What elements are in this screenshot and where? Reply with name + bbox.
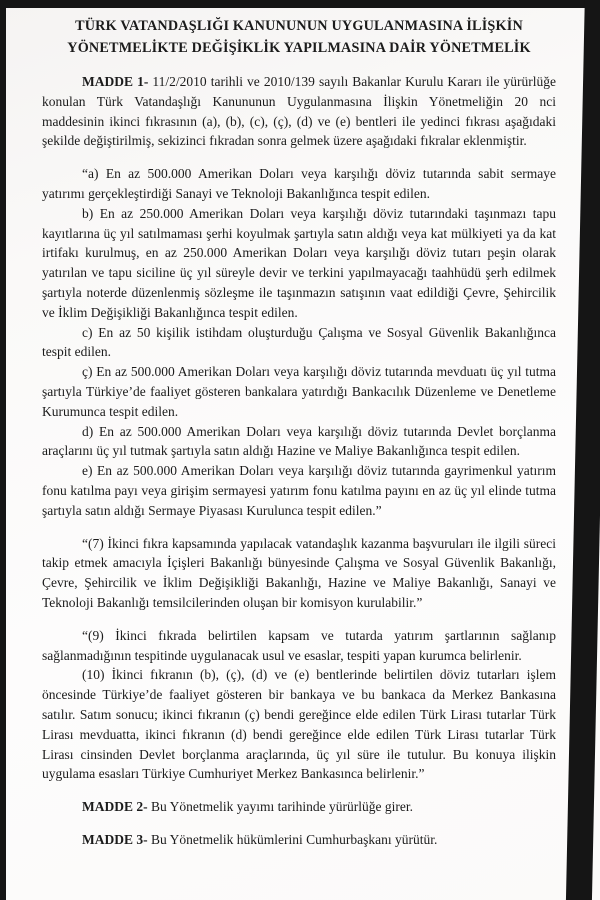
paragraph	[42, 797, 556, 817]
paragraph	[42, 323, 556, 363]
paragraph	[42, 626, 556, 666]
paragraph	[42, 72, 556, 151]
paragraph-text: ç) En az 500.000 Amerikan Doları veya karşılığı döviz tutarında mevduatı üç yıl tutma şartıyla Türkiye’de faaliyet gösteren bankalara yatırdığı Bankacılık Düzenleme ve Denetleme Kurumunca tespit edilen.	[42, 364, 556, 419]
paragraph-text: Bu Yönetmelik yayımı tarihinde yürürlüğe girer.	[147, 799, 413, 815]
photo-border-right	[566, 0, 600, 900]
paragraph-text: “(7) İkinci fıkra kapsamında yapılacak vatandaşlık kazanma başvuruları ile ilgili süreci takip etmek amacıyla İçişleri Bakanlığı bünyesinde Çalışma ve Sosyal Güvenlik Bakanlığı, Çevre, Şehircilik ve İklim Değişikliği Bakanlığı, Hazine ve Maliye Bakanlığı, Sanayi ve Teknoloji Bakanlığı temsilcilerinden oluşan bir komisyon kurulabilir.”	[42, 535, 556, 610]
paragraph-text: “a) En az 500.000 Amerikan Doları veya karşılığı döviz tutarında sabit sermaye yatırımı gerçekleştirdiği Sanayi ve Teknoloji Bakanlığınca tespit edilen.	[42, 166, 556, 201]
paragraph-text: e) En az 500.000 Amerikan Doları veya karşılığı döviz tutarında gayrimenkul yatırım fonu katılma payı veya girişim sermayesi yatırım fonu katılma payını en az üç yıl elinde tutma şartıyla satın aldığı Sermaye Piyasası Kurulunca tespit edilen.”	[42, 463, 556, 518]
photo-border-top	[0, 0, 600, 8]
paragraph-lead: MADDE 1-	[82, 74, 149, 89]
document-title	[42, 16, 556, 59]
paragraph	[42, 830, 556, 850]
paragraphs	[42, 72, 556, 850]
photo-border-left	[0, 0, 6, 900]
document-title-line-2: YÖNETMELİKTE DEĞİŞİKLİK YAPILMASINA DAİR YÖNETMELİK	[67, 39, 531, 56]
paragraph-text: “(9) İkinci fıkrada belirtilen kapsam ve tutarda yatırım şartlarının sağlanıp sağlanmadığının tespitinde uygulanacak usul ve esaslar, tespiti yapan kurumca belirlenir.	[42, 627, 556, 663]
paragraph-lead: MADDE 2-	[82, 799, 148, 815]
paragraph-text: b) En az 250.000 Amerikan Doları veya karşılığı döviz tutarındaki taşınmazı tapu kayıtlarına üç yıl satılmaması şerhi koyulmak şartıyla satın aldığı veya kat mülkiyeti ya da kat irtifakı kurulmuş, en az 250.000 Amerikan Doları veya karşılığı döviz tutarı peşin olarak yatırılan ve tapu siciline üç yıl süreyle devir ve terkini yapılmayacağı taahhüdü şerh edilmek şartıyla noterde düzenlenmiş sözleşme ile taşınmazın satışının vaat edildiği Çevre, Şehircilik ve İklim Değişikliği Bakanlığınca tespit edilen.	[42, 205, 556, 320]
paragraph-text: d) En az 500.000 Amerikan Doları veya karşılığı döviz tutarında Devlet borçlanma araçlarını üç yıl tutmak şartıyla satın aldığı Hazine ve Maliye Bakanlığınca tespit edilen.	[42, 423, 556, 459]
paragraph-text: 11/2/2010 tarihli ve 2010/139 sayılı Bakanlar Kurulu Kararı ile yürürlüğe konulan Türk Vatandaşlığı Kanununun Uygulanmasına İlişkin Yönetmeliğin 20 nci maddesinin ikinci fıkrasının (a), (b), (c), (ç), (d) ve (e) bentleri ile yedinci fıkrası aşağıdaki şekilde değiştirilmiş, sekizinci fıkradan sonra gelmek üzere aşağıdaki fıkralar eklenmiştir.	[42, 74, 557, 149]
document-title-line-1: TÜRK VATANDAŞLIĞI KANUNUNUN UYGULANMASINA İLİŞKİN	[75, 18, 523, 34]
paragraph	[42, 665, 556, 784]
paragraph	[42, 204, 556, 323]
paragraph-lead: MADDE 3-	[82, 831, 148, 847]
document-page	[42, 16, 556, 850]
paragraph-text: c) En az 50 kişilik istihdam oluşturduğu Çalışma ve Sosyal Güvenlik Bakanlığınca tespit edilen.	[42, 324, 556, 360]
paragraph-text: Bu Yönetmelik hükümlerini Cumhurbaşkanı yürütür.	[147, 831, 438, 847]
paragraph	[42, 164, 556, 204]
paragraph-text: (10) İkinci fıkranın (b), (ç), (d) ve (e) bentlerinde belirtilen döviz tutarları işlem öncesinde Türkiye’de faaliyet gösteren bir bankaya ve bu bankaca da Merkez Bankasına satılır. Satım sonucu; ikinci fıkranın (ç) bendi gereğince elde edilen Türk Lirası tutarlar Türk Lirası mevduatta, ikinci fıkranın (d) bendi gereğince elde edilen Türk Lirası tutarlar Türk Lirası cinsinden Devlet borçlanma araçlarında, üç yıl süre ile tutulur. Bu konuya ilişkin uygulama esasları Türkiye Cumhuriyet Merkez Bankasınca belirlenir.”	[42, 667, 556, 782]
paragraph	[42, 422, 556, 462]
paragraph	[42, 461, 556, 520]
paragraph	[42, 534, 556, 613]
paragraph	[42, 362, 556, 421]
